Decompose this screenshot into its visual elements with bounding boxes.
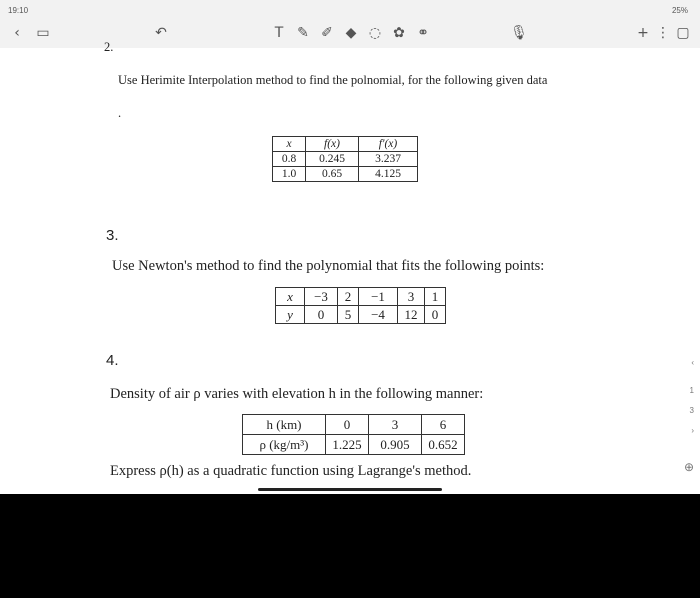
question-3-number: 3. [106,227,119,244]
shape-icon[interactable]: ✿ [393,25,405,41]
table-header: f′(x) [359,137,418,152]
table-cell: 6 [422,415,465,435]
table-cell: 0 [425,306,446,324]
table-cell: 0.652 [422,435,465,455]
table-cell: ρ (kg/m³) [243,435,326,455]
table-cell: 0.245 [306,152,359,167]
chevron-left-icon[interactable]: ‹ [691,358,694,367]
table-cell: 1.0 [273,167,306,182]
status-time: 19:10 [8,6,29,15]
table-cell: −1 [359,288,398,306]
eraser-icon[interactable]: ◆ [345,25,357,41]
table-cell: −3 [305,288,338,306]
table-cell: 5 [338,306,359,324]
pencil-icon[interactable]: ✐ [321,25,333,41]
page-current: 1 [689,386,694,395]
sidebar-toggle-icon[interactable]: ▭ [36,25,50,41]
page-total: 3 [689,406,694,415]
text-tool-icon[interactable]: T [274,25,284,41]
table-cell: x [276,288,305,306]
table-cell: y [276,306,305,324]
question-2-dot: . [118,106,122,120]
table-cell: 12 [398,306,425,324]
air-density-table [242,414,465,455]
pages-icon[interactable]: ▢ [676,25,690,41]
newton-points-table [275,287,446,324]
table-cell: 3 [398,288,425,306]
table-cell: 0.65 [306,167,359,182]
table-header: f(x) [306,137,359,152]
question-4-instruction: Express ρ(h) as a quadratic function using Lagrange's method. [110,463,472,479]
more-icon[interactable]: ⋮ [656,25,670,41]
undo-icon[interactable]: ↶ [155,25,167,41]
table-cell: h (km) [243,415,326,435]
status-bar [0,0,700,18]
hermite-data-table [272,136,418,182]
question-2-number: 2. [104,40,114,54]
microphone-icon[interactable]: 🎙 [510,25,528,41]
table-cell: 0.8 [273,152,306,167]
document-page [0,40,700,494]
question-4-number: 4. [106,352,119,369]
question-3-text: Use Newton's method to find the polynomial that fits the following points: [112,258,545,274]
table-cell: 3 [369,415,422,435]
link-icon[interactable]: ⚭ [417,25,429,41]
add-page-button[interactable]: + [637,25,649,41]
battery-level: 25% [671,6,688,15]
chevron-right-icon[interactable]: › [691,426,694,435]
question-2-text: Use Herimite Interpolation method to find the polnomial, for the following given data [118,73,548,87]
zoom-icon[interactable]: ⊕ [683,460,694,474]
table-cell: 0 [326,415,369,435]
question-4-text: Density of air ρ varies with elevation h in the following manner: [110,386,484,402]
table-cell: −4 [359,306,398,324]
table-cell: 3.237 [359,152,418,167]
table-header: x [273,137,306,152]
table-cell: 4.125 [359,167,418,182]
table-cell: 1 [425,288,446,306]
lasso-icon[interactable]: ◌ [368,25,382,41]
home-indicator[interactable] [258,488,442,491]
back-icon[interactable]: ‹ [14,25,20,41]
table-cell: 2 [338,288,359,306]
table-cell: 0.905 [369,435,422,455]
pen-icon[interactable]: ✎ [297,25,309,41]
table-cell: 1.225 [326,435,369,455]
table-cell: 0 [305,306,338,324]
